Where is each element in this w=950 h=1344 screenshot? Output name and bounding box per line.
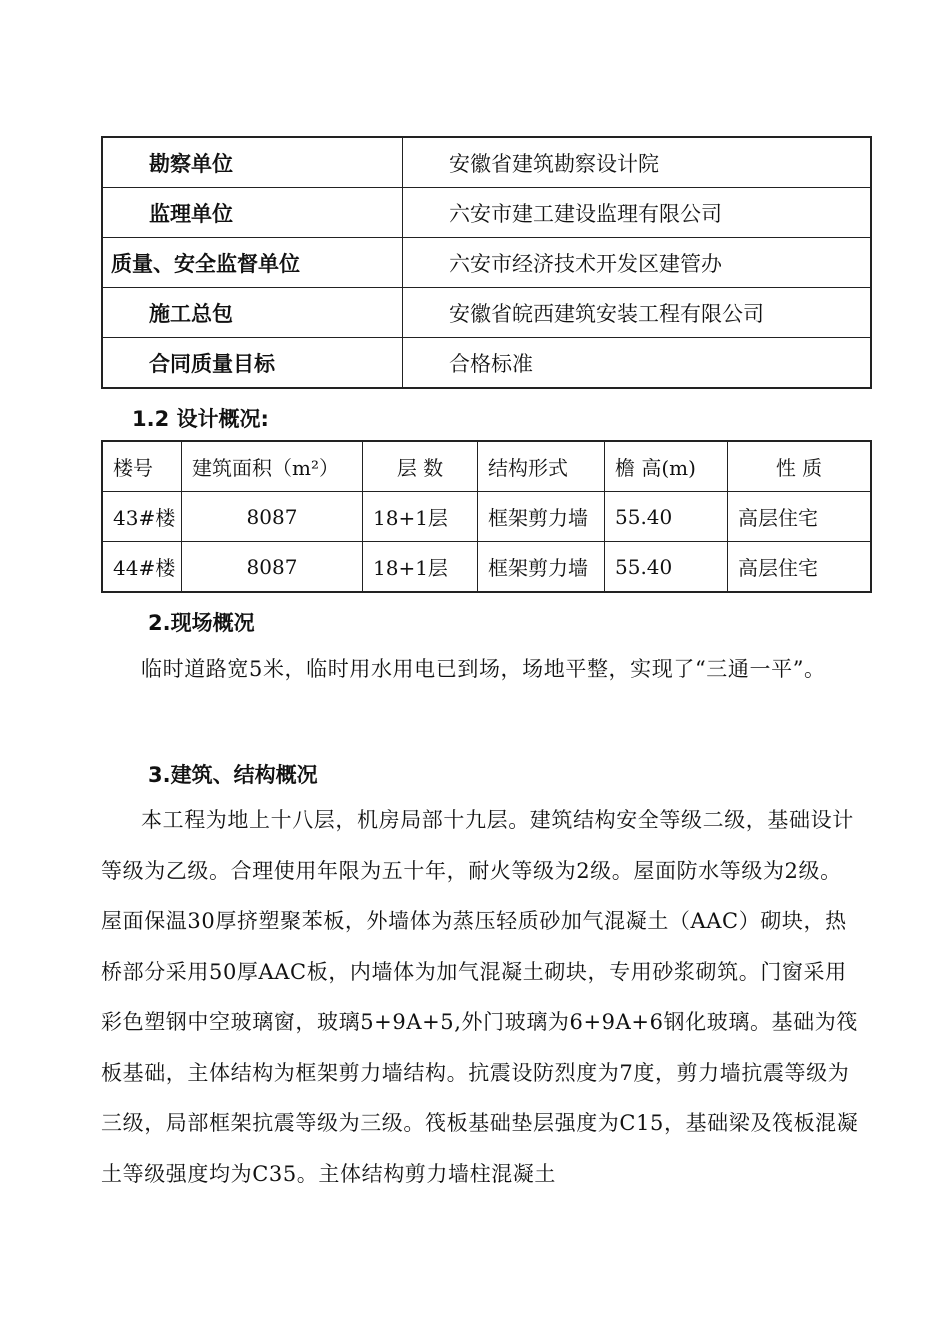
table-cell-value: 安徽省建筑勘察设计院 xyxy=(403,137,872,188)
section-heading-1-2: 1.2 设计概况: xyxy=(132,407,269,431)
table-row xyxy=(102,238,871,288)
header-cell: 楼号 xyxy=(102,441,182,492)
table-cell: 框架剪力墙 xyxy=(478,492,605,542)
table-cell-label: 监理单位 xyxy=(102,188,403,238)
paragraph-site: 临时道路宽5米，临时用水用电已到场，场地平整，实现了“三通一平”。 xyxy=(141,657,826,681)
table-cell: 高层住宅 xyxy=(728,492,872,542)
table-cell-label: 合同质量目标 xyxy=(102,338,403,389)
section-heading-3: 3.建筑、结构概况 xyxy=(148,763,318,787)
table-cell-value: 安徽省皖西建筑安装工程有限公司 xyxy=(403,288,872,338)
table-cell-label: 勘察单位 xyxy=(102,137,403,188)
header-cell: 建筑面积（m²） xyxy=(182,441,363,492)
design-table xyxy=(101,440,872,593)
table-cell: 18+1层 xyxy=(363,492,478,542)
table-header-row xyxy=(102,441,871,492)
section-heading-2: 2.现场概况 xyxy=(148,611,255,635)
table-cell: 18+1层 xyxy=(363,542,478,593)
table-cell: 框架剪力墙 xyxy=(478,542,605,593)
units-table xyxy=(101,136,872,389)
table-cell: 8087 xyxy=(182,542,363,593)
table-row xyxy=(102,542,871,593)
paragraph-structure: 本工程为地上十八层，机房局部十九层。建筑结构安全等级二级，基础设计等级为乙级。合理使用年限为五十年，耐火等级为2级。屋面防水等级为2级。屋面保温30厚挤塑聚苯板，外墙体为蒸压轻质砂加气混凝土（AAC）砌块，热桥部分采用50厚AAC板，内墙体为加气混凝土砌块，专用砂浆砌筑。门窗采用彩色塑钢中空玻璃窗，玻璃5+9A+5,外门玻璃为6+9A+6钢化玻璃。基础为筏板基础，主体结构为框架剪力墙结构。抗震设防烈度为7度，剪力墙抗震等级为三级，局部框架抗震等级为三级。筏板基础垫层强度为C15，基础梁及筏板混凝土等级强度均为C35。主体结构剪力墙柱混凝土 xyxy=(101,808,859,1186)
header-cell: 层 数 xyxy=(363,441,478,492)
table-cell: 高层住宅 xyxy=(728,542,872,593)
table-row xyxy=(102,137,871,188)
table-cell-value: 六安市经济技术开发区建管办 xyxy=(403,238,872,288)
table-row xyxy=(102,492,871,542)
header-cell: 结构形式 xyxy=(478,441,605,492)
table-cell-value: 六安市建工建设监理有限公司 xyxy=(403,188,872,238)
table-row xyxy=(102,188,871,238)
table-row xyxy=(102,338,871,389)
table-cell-label: 质量、安全监督单位 xyxy=(102,238,403,288)
table-cell-label: 施工总包 xyxy=(102,288,403,338)
table-cell: 55.40 xyxy=(605,542,728,593)
header-cell: 性 质 xyxy=(728,441,872,492)
header-cell: 檐 高(m) xyxy=(605,441,728,492)
table-row xyxy=(102,288,871,338)
table-cell: 44#楼 xyxy=(102,542,182,593)
table-cell: 8087 xyxy=(182,492,363,542)
table-cell: 43#楼 xyxy=(102,492,182,542)
table-cell-value: 合格标准 xyxy=(403,338,872,389)
table-cell: 55.40 xyxy=(605,492,728,542)
